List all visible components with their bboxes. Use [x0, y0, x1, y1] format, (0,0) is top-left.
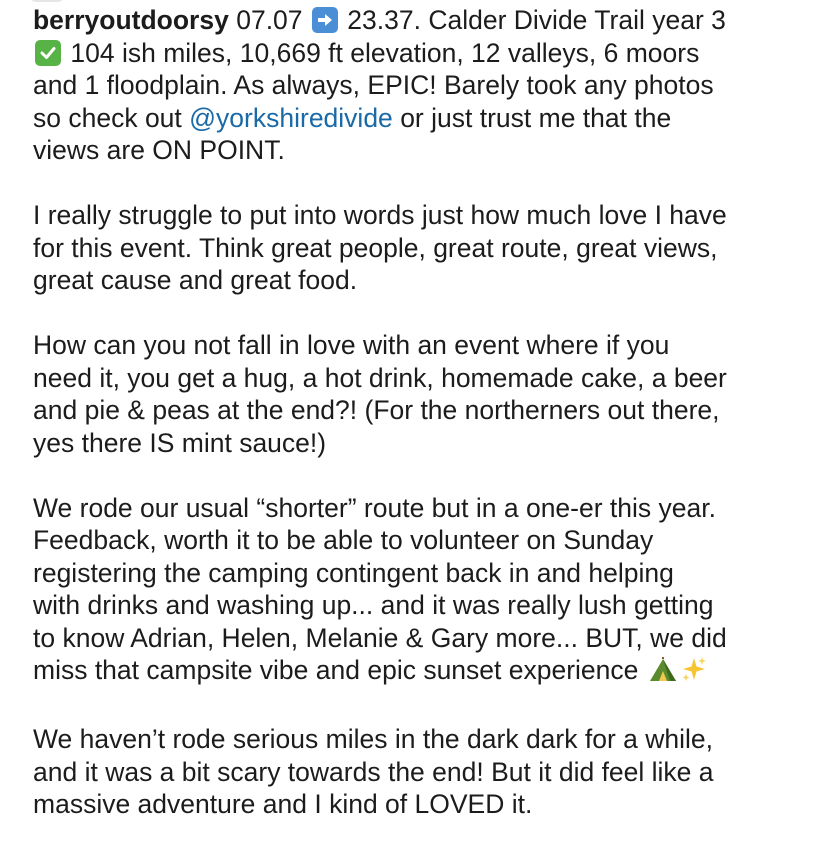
- caption-stats-text: 104 ish miles, 10,669 ft elevation, 12 valleys, 6 moors and 1 floodplain. As always, EPIC! Barely took any photos so check out: [33, 37, 714, 133]
- caption-views-text: or just trust me that the views are ON POINT.: [33, 102, 672, 165]
- caption-paragraph-2: I really struggle to put into words just how much love I have for this event. Think great people, great route, great views, great cause and great food.: [33, 200, 727, 295]
- tent-icon: [648, 657, 678, 691]
- caption-paragraph-4-text: We rode our usual “shorter” route but in a one-er this year. Feedback, worth it to be able to volunteer on Sunday registering the camping contingent back in and helping with drinks and washing up... and it was really lush getting to know Adrian, Helen, Melanie & Gary more... BUT, we did miss that campsite vibe and epic sunset experience: [33, 492, 727, 685]
- username-link[interactable]: berryoutdoorsy: [33, 5, 229, 35]
- check-mark-icon: [35, 40, 61, 66]
- time-start: 07.07: [236, 5, 303, 35]
- sparkles-icon: [680, 655, 708, 691]
- caption-paragraph-1: [33, 4, 813, 167]
- right-arrow-icon: [312, 7, 338, 33]
- caption-paragraph-4: [33, 492, 813, 691]
- caption-title-text: Calder Divide Trail year 3: [428, 5, 726, 35]
- caption-paragraph-5: We haven’t rode serious miles in the dark dark for a while, and it was a bit scary towards the end! But it did feel like a massive adventure and I kind of LOVED it.: [33, 724, 714, 819]
- time-end: 23.37.: [347, 5, 421, 35]
- avatar[interactable]: [30, 0, 64, 2]
- caption-paragraph-3: How can you not fall in love with an event where if you need it, you get a hug, a hot drink, homemade cake, a beer and pie & peas at the end?! (For the northerners out there, yes there IS mint sauce!): [33, 330, 727, 458]
- mention-link-yorkshiredivide[interactable]: @yorkshiredivide: [189, 102, 393, 133]
- post-caption: [33, 4, 813, 853]
